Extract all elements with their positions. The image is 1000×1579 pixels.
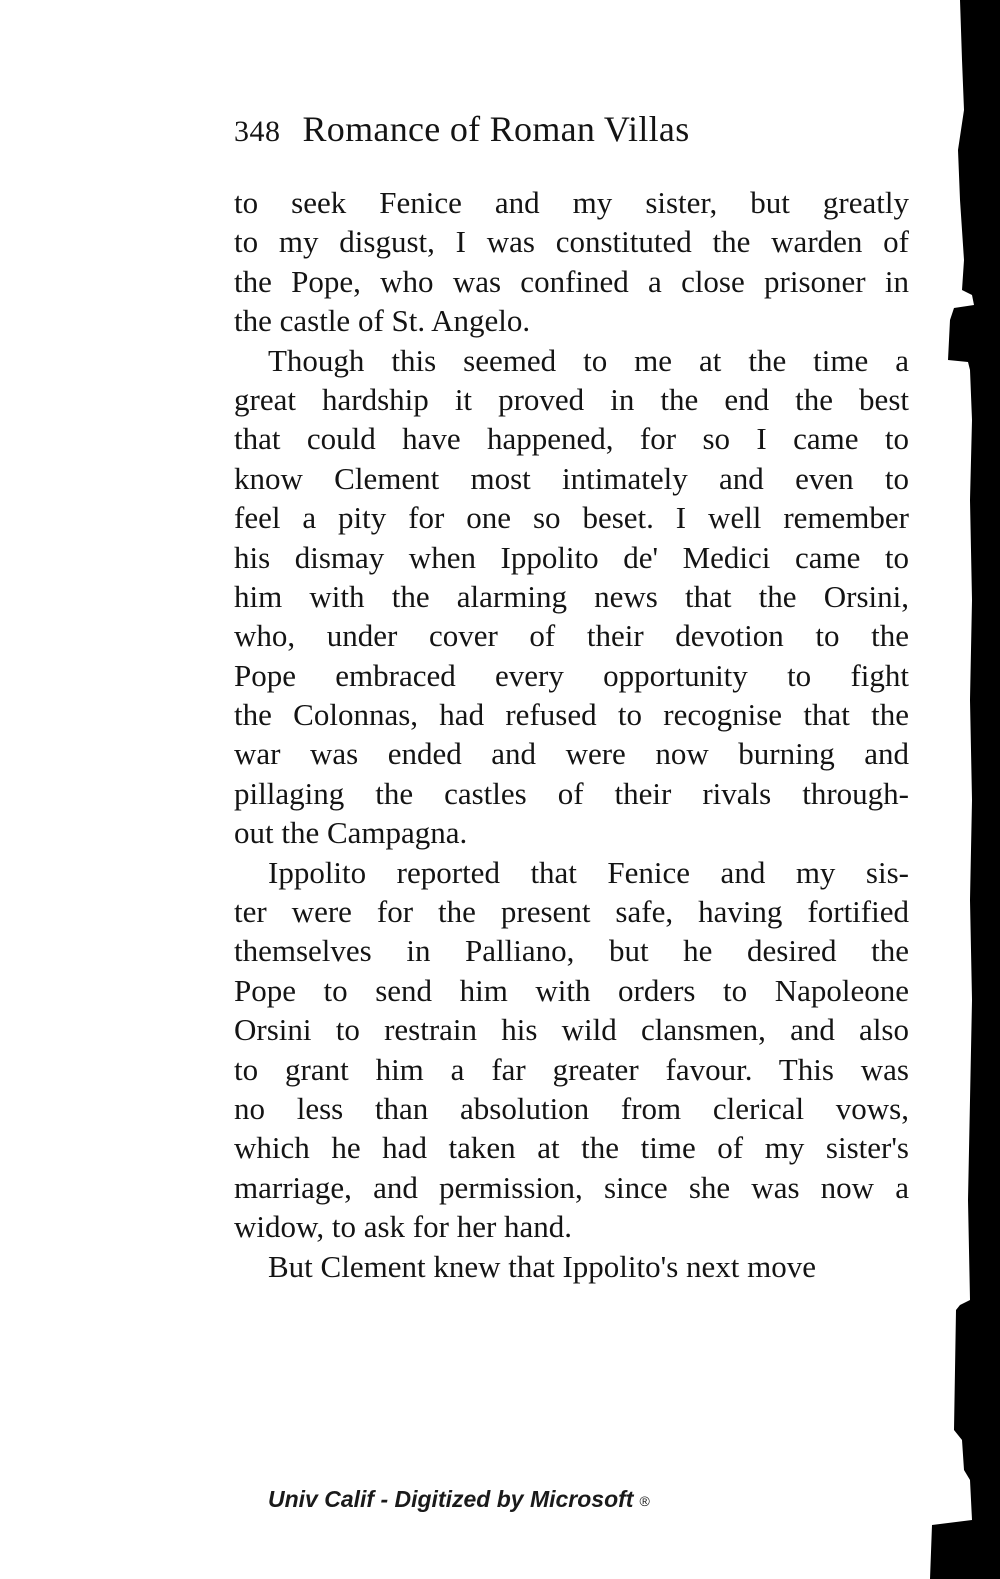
text-line: themselves in Palliano, but he desired the xyxy=(234,933,909,969)
text-line: who, under cover of their devotion to the xyxy=(234,618,909,654)
paragraph-start-line: But Clement knew that Ippolito's next move xyxy=(268,1248,817,1284)
body-text xyxy=(234,183,909,1286)
text-line: Pope to send him with orders to Napoleone xyxy=(234,972,909,1008)
text-line: to my disgust, I was constituted the warden of xyxy=(234,224,909,260)
text-line: marriage, and permission, since she was now a xyxy=(234,1169,909,1205)
text-line: to grant him a far greater favour. This was xyxy=(234,1051,909,1087)
text-line: widow, to ask for her hand. xyxy=(234,1209,573,1245)
running-title: Romance of Roman Villas xyxy=(302,109,690,149)
digitization-watermark xyxy=(268,1486,650,1513)
scan-edge-shadow xyxy=(920,0,1000,1579)
text-line: the Pope, who was confined a close prisoner in xyxy=(234,263,909,299)
text-line: that could have happened, for so I came to xyxy=(234,421,909,457)
text-line: his dismay when Ippolito de' Medici came to xyxy=(234,539,909,575)
text-line: Orsini to restrain his wild clansmen, and also xyxy=(234,1012,909,1048)
text-line: war was ended and were now burning and xyxy=(234,736,909,772)
page-number: 348 xyxy=(234,115,281,148)
paragraph-start-line: Ippolito reported that Fenice and my sis- xyxy=(268,854,909,890)
text-line: no less than absolution from clerical vows, xyxy=(234,1090,909,1126)
watermark-mark: ® xyxy=(639,1492,650,1509)
text-line: which he had taken at the time of my sister's xyxy=(234,1130,909,1166)
text-line: pillaging the castles of their rivals through- xyxy=(234,775,909,811)
text-line: the castle of St. Angelo. xyxy=(234,303,531,339)
text-line: great hardship it proved in the end the best xyxy=(234,381,909,417)
text-line: feel a pity for one so beset. I well remember xyxy=(234,500,909,536)
text-line: know Clement most intimately and even to xyxy=(234,460,909,496)
watermark-text: Univ Calif - Digitized by Microsoft xyxy=(268,1486,634,1512)
running-head xyxy=(234,108,914,158)
text-line: Pope embraced every opportunity to fight xyxy=(234,657,909,693)
text-line: out the Campagna. xyxy=(234,815,468,851)
paragraph-start-line: Though this seemed to me at the time a xyxy=(268,342,909,378)
text-line: ter were for the present safe, having fortified xyxy=(234,894,909,930)
text-line: him with the alarming news that the Orsini, xyxy=(234,578,909,614)
text-line: to seek Fenice and my sister, but greatly xyxy=(234,185,909,220)
text-line: the Colonnas, had refused to recognise that the xyxy=(234,697,909,733)
